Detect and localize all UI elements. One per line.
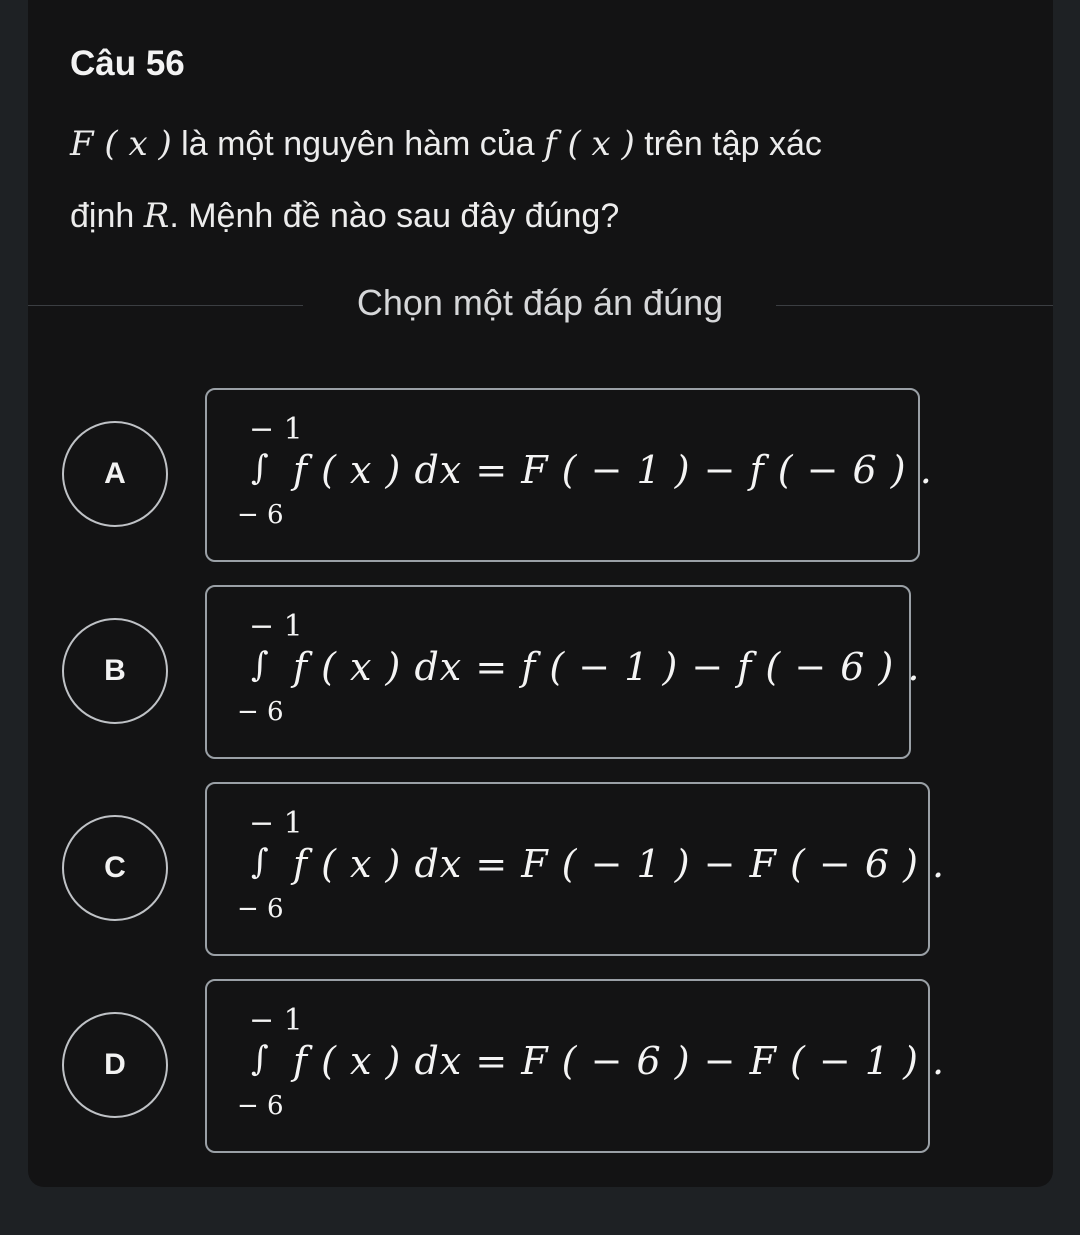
integral-lower-bound: − 6 (237, 1091, 284, 1121)
integral-sign: ∫ (251, 448, 269, 488)
formula-expression (293, 1039, 945, 1083)
option-d-letter: D (104, 1048, 126, 1081)
question-title: Câu 56 (70, 44, 185, 83)
option-a-letter: A (104, 457, 126, 490)
question-text-part3: định (70, 197, 144, 235)
formula-expression (293, 842, 945, 886)
option-b-answer[interactable] (205, 585, 921, 759)
integrand: f ( x ) dx (293, 1039, 463, 1083)
question-text-part4: . Mệnh đề nào sau đây đúng? (169, 197, 620, 235)
formula-rhs: = F ( − 6 ) − F ( − 1 ) . (475, 1039, 946, 1083)
integral-lower-bound: − 6 (237, 500, 284, 530)
formula-rhs: = f ( − 1 ) − f ( − 6 ) . (475, 645, 921, 689)
option-c-formula (207, 784, 946, 954)
math-F-of-x: F ( x ) (70, 124, 172, 164)
math-f-of-x: f ( x ) (544, 124, 635, 164)
integrand: f ( x ) dx (293, 842, 463, 886)
question-text-part2: trên tập xác (634, 125, 822, 163)
formula-rhs: = F ( − 1 ) − F ( − 6 ) . (475, 842, 946, 886)
option-d-circle[interactable] (62, 1012, 168, 1118)
integrand: f ( x ) dx (293, 448, 463, 492)
option-a-circle[interactable] (62, 421, 168, 527)
integral-upper-bound: − 1 (249, 806, 303, 841)
formula-expression (293, 645, 920, 689)
option-a-answer[interactable] (205, 388, 933, 562)
integrand: f ( x ) dx (293, 645, 463, 689)
question-text (70, 108, 970, 252)
option-b-formula (207, 587, 921, 757)
formula-rhs: = F ( − 1 ) − f ( − 6 ) . (475, 448, 933, 492)
option-c-circle[interactable] (62, 815, 168, 921)
option-c-answer[interactable] (205, 782, 946, 956)
integral-upper-bound: − 1 (249, 412, 303, 447)
integral-upper-bound: − 1 (249, 1003, 303, 1038)
integral-lower-bound: − 6 (237, 697, 284, 727)
instruction-label: Chọn một đáp án đúng (356, 282, 724, 323)
option-d-formula (207, 981, 946, 1151)
integral-sign: ∫ (251, 842, 269, 882)
integral-lower-bound: − 6 (237, 894, 284, 924)
option-b-circle[interactable] (62, 618, 168, 724)
option-d-answer[interactable] (205, 979, 946, 1153)
integral-sign: ∫ (251, 1039, 269, 1079)
math-R: R (143, 196, 170, 236)
integral-upper-bound: − 1 (249, 609, 303, 644)
option-c-letter: C (104, 851, 126, 884)
question-text-part1: là một nguyên hàm của (171, 125, 545, 163)
integral-sign: ∫ (251, 645, 269, 685)
option-b-letter: B (104, 654, 126, 687)
option-a-formula (207, 390, 933, 560)
formula-expression (293, 448, 933, 492)
